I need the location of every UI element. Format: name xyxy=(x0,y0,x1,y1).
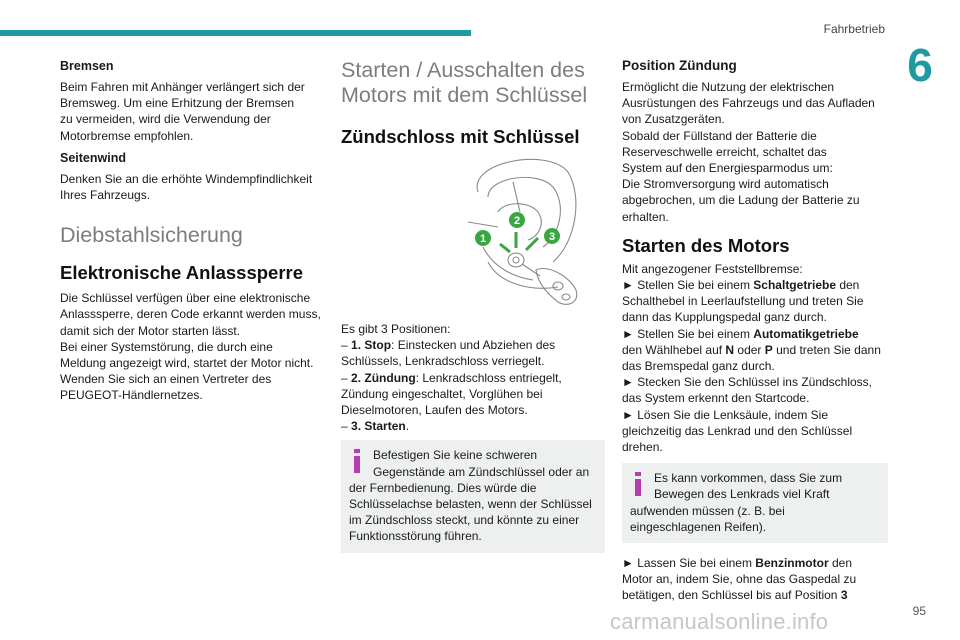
benzinmotor-text: ► Lassen Sie bei einem Benzinmotor den Motor an, indem Sie, ohne das Gaspedal zu betätigen, den Schlüssel bis auf Position 3 xyxy=(622,556,857,603)
chapter-title: Fahrbetrieb xyxy=(823,22,885,36)
section-title-diebstahl: Diebstahlsicherung xyxy=(60,223,243,248)
bullet-icon: ► xyxy=(622,326,634,341)
bullet-icon: ► xyxy=(622,556,634,571)
column-1 xyxy=(60,58,328,410)
anlasssperre-text: Die Schlüssel verfügen über eine elektronische Anlasssperre, deren Code erkannt werden muss, damit sich der Motor starten lässt. Bei einer Systemstörung, die durch eine Meldung angezeigt wird, startet der Motor nicht. Wenden Sie sich an einen Vertreter des PEUGEOT-Händlernetzes. xyxy=(60,291,321,403)
label-2: 2 xyxy=(513,215,521,227)
column-3 xyxy=(622,58,888,610)
subtitle-zuendschloss: Zündschloss mit Schlüssel xyxy=(341,126,580,147)
arrow-1-icon xyxy=(500,244,510,252)
column-2-lower xyxy=(341,321,605,553)
section-title-starten: Starten / Ausschalten des Motors mit dem Schlüssel xyxy=(341,58,588,107)
note-box-steering: Es kann vorkommen, dass Sie zum Bewegen des Lenkrads viel Kraft aufwenden müssen (z. B. bei eingeschlagenen Reifen). xyxy=(622,463,888,543)
arrow-3-icon xyxy=(526,238,538,250)
column-2 xyxy=(341,58,605,148)
page-number: 95 xyxy=(912,604,926,618)
bremsen-heading: Bremsen xyxy=(60,59,114,73)
subtitle-anlasssperre: Elektronische Anlasssperre xyxy=(60,262,304,284)
info-icon xyxy=(349,449,365,473)
positions-text: Es gibt 3 Positionen: – 1. Stop: Einstecken und Abziehen des Schlüssels, Lenkradschloss verriegelt. – 2. Zündung: Lenkradschloss entriegelt, Zündung eingeschaltet, Vorglühen bei Dieselmotoren, Laufen des Motors. – 3. Starten. xyxy=(341,322,562,434)
ignition-illustration xyxy=(458,152,588,312)
position-zuendung-text: Ermöglicht die Nutzung der elektrischen Ausrüstungen des Fahrzeugs und das Aufladen von Zusatzgeräten. Sobald der Füllstand der Batterie die Reserveschwelle erreicht, schaltet das System auf den Energiesparmodus um: Die Stromversorgung wird automatisch abgebrochen, um die Ladung der Batterie zu erhalten. xyxy=(622,80,875,224)
label-3: 3 xyxy=(548,231,556,243)
bullet-icon: ► xyxy=(622,375,634,390)
seitenwind-heading: Seitenwind xyxy=(60,150,126,165)
watermark: carmanualsonline.info xyxy=(610,609,829,634)
seitenwind-text: Denken Sie an die erhöhte Windempfindlichkeit Ihres Fahrzeugs. xyxy=(60,171,313,203)
chapter-number: 6 xyxy=(907,39,933,91)
note-box-key: Befestigen Sie keine schweren Gegenstände am Zündschlüssel oder an der Fernbedienung. Dies würde die Schlüsselachse belasten, wenn der Schlüssel im Zündschloss steckt, und könnte zu einer Funktionsstörung führen. xyxy=(341,440,605,552)
starten-des-motors-title: Starten des Motors xyxy=(622,234,790,256)
bullet-icon: ► xyxy=(622,407,634,422)
top-accent-bar xyxy=(0,30,471,36)
bremsen-text: Beim Fahren mit Anhänger verlängert sich der Bremsweg. Um eine Erhitzung der Bremsen zu vermeiden, wird die Verwendung der Motorbremse empfohlen. xyxy=(60,80,305,143)
label-1: 1 xyxy=(479,233,487,245)
position-zuendung-heading: Position Zündung xyxy=(622,58,737,73)
starten-steps: Mit angezogener Feststellbremse: ► Stellen Sie bei einem Schaltgetriebe den Schalthebel in Leerlaufstellung und treten Sie dann das Kupplungspedal ganz durch. ► Stellen Sie bei einem Automatikgetriebe den Wählhebel auf N oder P und treten Sie dann das Bremspedal ganz durch. ► Stecken Sie den Schlüssel ins Zündschloss, das System erkennt den Startcode. ► Lösen Sie die Lenksäule, indem Sie gleichzeitig das Lenkrad und den Schlüssel drehen. xyxy=(622,261,881,455)
bullet-icon: ► xyxy=(622,278,634,293)
info-icon xyxy=(630,472,646,496)
